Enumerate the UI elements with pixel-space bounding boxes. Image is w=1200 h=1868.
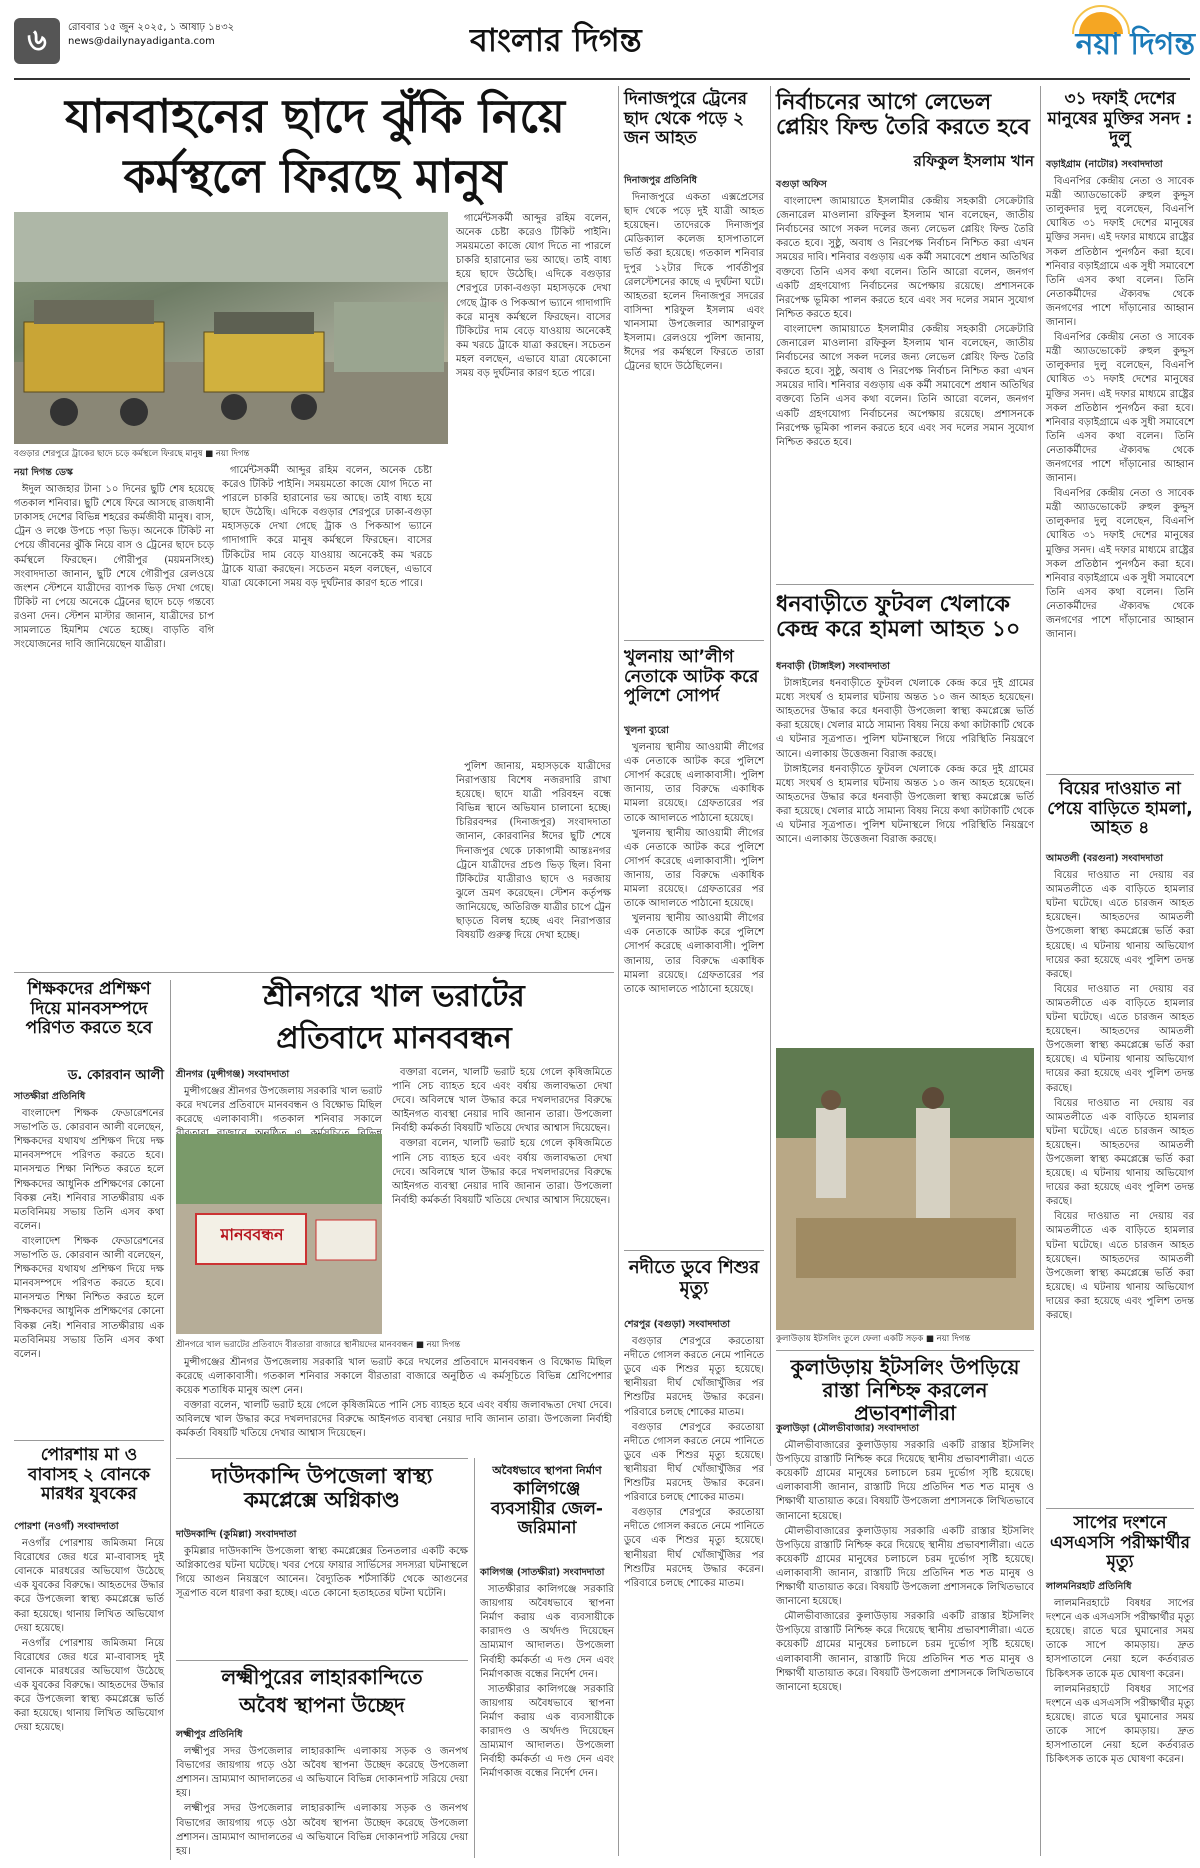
khulna-rule [624,640,764,641]
train-headline: দিনাজপুরে ট্রেনের ছাদ থেকে পড়ে ২ জন আহত [624,89,748,149]
fire-byline: দাউদকান্দি (কুমিল্লা) সংবাদদাতা [176,1529,297,1540]
assault-byline: পোরশা (নওগাঁ) সংবাদদাতা [14,1521,119,1532]
masthead [0,0,1200,86]
snake-body: লালমনিরহাট প্রতিনিধি লালমনিরহাটে বিষধর সাপের দংশনে এক এসএসসি পরীক্ষার্থীর মৃত্যু হয়েছে। রাতে ঘরে ঘুমানোর সময় তাকে সাপে কামড়ায়। দ্রুত হাসপাতালে নেয়া হলে কর্তব্যরত চিকিৎসক তাকে মৃত ঘোষণা করেন। লালমনিরহাটে বিষধর সাপের দংশনে এক এসএসসি পরীক্ষার্থীর মৃত্যু হয়েছে। রাতে ঘরে ঘুমানোর সময় তাকে সাপে কামড়ায়। দ্রুত হাসপাতালে নেয়া হলে কর্তব্যরত চিকিৎসক তাকে মৃত ঘোষণা করেন। [1046,1581,1194,1766]
assault-rule [14,1440,164,1441]
lead-col-2: গার্মেন্টসকর্মী আব্দুর রহিম বলেন, অনেক চেষ্টা করেও টিকিট পাইনি। সময়মতো কাজে যোগ দিতে না পারলে চাকরি হারানোর ভয় আছে। তাই বাধ্য হয়ে ছাদে উঠেছি। এদিকে বগুড়ার শেরপুরে ঢাকা-বগুড়া মহাসড়কে দেখা গেছে ট্রাক ও পিকআপ ভ্যানে গাদাগাদি করে মানুষ কর্মস্থলে ফিরছেন। বাসের টিকিটের দাম বেড়ে যাওয়ায় অনেকেই কম খরচে ট্রাকে যাত্রা করছেন। সচেতন মহল বলছেন, এভাবে যাত্রা যেকোনো সময় বড় দুর্ঘটনার কারণ হতে পারে। [222,465,432,589]
protest-headline-2: প্রতিবাদে মানববন্ধন [276,1021,512,1056]
dulu-body: বড়াইগ্রাম (নাটোর) সংবাদদাতা বিএনপির কেন্দ্রীয় নেতা ও সাবেক মন্ত্রী অ্যাডভোকেট রুহুল কুদ্দুস তালুকদার দুলু বলেছেন, বিএনপি ঘোষিত ৩১ দফাই দেশের মানুষের মুক্তির সনদ। এই দফার মাধ্যমে রাষ্ট্রের সকল প্রতিষ্ঠান পুনর্গঠন করা হবে। শনিবার বড়াইগ্রামে এক সুধী সমাবেশে তিনি এসব কথা বলেন। তিনি নেতাকর্মীদের ঐক্যবদ্ধ থেকে জনগণের পাশে দাঁড়ানোর আহ্বান জানান। বিএনপির কেন্দ্রীয় নেতা ও সাবেক মন্ত্রী অ্যাডভোকেট রুহুল কুদ্দুস তালুকদার দুলু বলেছেন, বিএনপি ঘোষিত ৩১ দফাই দেশের মানুষের মুক্তির সনদ। এই দফার মাধ্যমে রাষ্ট্রের সকল প্রতিষ্ঠান পুনর্গঠন করা হবে। শনিবার বড়াইগ্রামে এক সুধী সমাবেশে তিনি এসব কথা বলেন। তিনি নেতাকর্মীদের ঐক্যবদ্ধ থেকে জনগণের পাশে দাঁড়ানোর আহ্বান জানান। বিএনপির কেন্দ্রীয় নেতা ও সাবেক মন্ত্রী অ্যাডভোকেট রুহুল কুদ্দুস তালুকদার দুলু বলেছেন, বিএনপি ঘোষিত ৩১ দফাই দেশের মানুষের মুক্তির সনদ। এই দফার মাধ্যমে রাষ্ট্রের সকল প্রতিষ্ঠান পুনর্গঠন করা হবে। শনিবার বড়াইগ্রামে এক সুধী সমাবেশে তিনি এসব কথা বলেন। তিনি নেতাকর্মীদের ঐক্যবদ্ধ থেকে জনগণের পাশে দাঁড়ানোর আহ্বান জানান। [1046,159,1194,641]
lead-col-1: নয়া দিগন্ত ডেস্ক ঈদুল আজহার টানা ১০ দিনের ছুটি শেষ হয়েছে গতকাল শনিবার। ছুটি শেষে ফিরে আসছে রাজধানী ঢাকাসহ দেশের বিভিন্ন শহরের কর্মজীবী মানুষ। বাস, ট্রেন ও লঞ্চে উপচে পড়া ভিড়। অনেকে টিকিট না পেয়ে জীবনের ঝুঁকি নিয়ে বাস ও ট্রেনের ছাদে চড়ে কর্মস্থলে ফিরছেন। গৌরীপুর (ময়মনসিংহ) সংবাদদাতা জানান, ছুটি শেষে গৌরীপুর রেলওয়ে জংশন স্টেশনে যাত্রীদের ব্যাপক ভিড় দেখা গেছে। টিকিট না পেয়ে অনেকে ট্রেনের ছাদে চড়ে গন্তব্যে রওনা দেন। স্টেশন মাস্টার জানান, যাত্রীদের চাপ সামলাতে হিমশিম খেতে হচ্ছে। বাড়তি বগি সংযোজনের দাবি জানিয়েছেন যাত্রীরা। [14,467,214,651]
drowning-body: শেরপুর (বগুড়া) সংবাদদাতা বগুড়ার শেরপুরে করতোয়া নদীতে গোসল করতে নেমে পানিতে ডুবে এক শিশুর মৃত্যু হয়েছে। স্থানীয়রা দীর্ঘ খোঁজাখুঁজির পর শিশুটির মরদেহ উদ্ধার করেন। পরিবারে চলছে শোকের মাতম। বগুড়ার শেরপুরে করতোয়া নদীতে গোসল করতে নেমে পানিতে ডুবে এক শিশুর মৃত্যু হয়েছে। স্থানীয়রা দীর্ঘ খোঁজাখুঁজির পর শিশুটির মরদেহ উদ্ধার করেন। পরিবারে চলছে শোকের মাতম। বগুড়ার শেরপুরে করতোয়া নদীতে গোসল করতে নেমে পানিতে ডুবে এক শিশুর মৃত্যু হয়েছে। স্থানীয়রা দীর্ঘ খোঁজাখুঁজির পর শিশুটির মরদেহ উদ্ধার করেন। পরিবারে চলছে শোকের মাতম। [624,1319,764,1589]
newspaper-logo [1005,10,1195,74]
col-rule [1040,86,1041,1856]
snake-byline: লালমনিরহাট প্রতিনিধি [1046,1581,1132,1592]
lead-headline-2: কর্মস্থলে ফিরছে মানুষ [123,149,507,203]
protest-photo-caption: শ্রীনগরে খাল ভরাটের প্রতিবাদে বীরতারা বাজারে স্থানীয়দের মানববন্ধন ■ নয়া দিগন্ত [176,1340,461,1350]
date-line: রোববার ১৫ জুন ২০২৫, ১ আষাঢ় ১৪৩২ [68,22,235,33]
lead-headline-1: যানবাহনের ছাদে ঝুঁকি নিয়ে [65,89,565,143]
col-rule [618,86,619,1856]
level-field-headline: নির্বাচনের আগে লেভেল প্লেয়িং ফিল্ড তৈরি করতে হবে [776,90,1030,141]
khulna-body: খুলনা ব্যুরো খুলনায় স্থানীয় আওয়ামী লীগের এক নেতাকে আটক করে পুলিশে সোপর্দ করেছে এলাকাবাসী। পুলিশ জানায়, তার বিরুদ্ধে একাধিক মামলা রয়েছে। গ্রেফতারের পর তাকে আদালতে পাঠানো হয়েছে। খুলনায় স্থানীয় আওয়ামী লীগের এক নেতাকে আটক করে পুলিশে সোপর্দ করেছে এলাকাবাসী। পুলিশ জানায়, তার বিরুদ্ধে একাধিক মামলা রয়েছে। গ্রেফতারের পর তাকে আদালতে পাঠানো হয়েছে। খুলনায় স্থানীয় আওয়ামী লীগের এক নেতাকে আটক করে পুলিশে সোপর্দ করেছে এলাকাবাসী। পুলিশ জানায়, তার বিরুদ্ধে একাধিক মামলা রয়েছে। গ্রেফতারের পর তাকে আদালতে পাঠানো হয়েছে। [624,725,764,995]
dowry-body: আমতলী (বরগুনা) সংবাদদাতা বিয়ের দাওয়াত না দেয়ায় বর আমতলীতে এক বাড়িতে হামলার ঘটনা ঘটেছে। এতে চারজন আহত হয়েছেন। আহতদের আমতলী উপজেলা স্বাস্থ্য কমপ্লেক্সে ভর্তি করা হয়েছে। এ ঘটনায় থানায় অভিযোগ দায়ের করা হয়েছে এবং পুলিশ তদন্ত করছে। বিয়ের দাওয়াত না দেয়ায় বর আমতলীতে এক বাড়িতে হামলার ঘটনা ঘটেছে। এতে চারজন আহত হয়েছেন। আহতদের আমতলী উপজেলা স্বাস্থ্য কমপ্লেক্সে ভর্তি করা হয়েছে। এ ঘটনায় থানায় অভিযোগ দায়ের করা হয়েছে এবং পুলিশ তদন্ত করছে। বিয়ের দাওয়াত না দেয়ায় বর আমতলীতে এক বাড়িতে হামলার ঘটনা ঘটেছে। এতে চারজন আহত হয়েছেন। আহতদের আমতলী উপজেলা স্বাস্থ্য কমপ্লেক্সে ভর্তি করা হয়েছে। এ ঘটনায় থানায় অভিযোগ দায়ের করা হয়েছে এবং পুলিশ তদন্ত করছে। বিয়ের দাওয়াত না দেয়ায় বর আমতলীতে এক বাড়িতে হামলার ঘটনা ঘটেছে। এতে চারজন আহত হয়েছেন। আহতদের আমতলী উপজেলা স্বাস্থ্য কমপ্লেক্সে ভর্তি করা হয়েছে। এ ঘটনায় থানায় অভিযোগ দায়ের করা হয়েছে এবং পুলিশ তদন্ত করছে। [1046,853,1194,1321]
protest-body-right: বক্তারা বলেন, খালটি ভরাট হয়ে গেলে কৃষিজমিতে পানি সেচ ব্যাহত হবে এবং বর্ষায় জলাবদ্ধতা দেখা দেবে। অবিলম্বে খাল উদ্ধার করে দখলদারদের বিরুদ্ধে আইনগত ব্যবস্থা নেয়ার দাবি জানান তারা। উপজেলা নির্বাহী কর্মকর্তা বিষয়টি খতিয়ে দেখার আশ্বাস দিয়েছেন। বক্তারা বলেন, খালটি ভরাট হয়ে গেলে কৃষিজমিতে পানি সেচ ব্যাহত হবে এবং বর্ষায় জলাবদ্ধতা দেখা দেবে। অবিলম্বে খাল উদ্ধার করে দখলদারদের বিরুদ্ধে আইনগত ব্যবস্থা নেয়ার দাবি জানান তারা। উপজেলা নির্বাহী কর্মকর্তা বিষয়টি খতিয়ে দেখার আশ্বাস দিয়েছেন। [392,1067,612,1206]
teachers-rule [14,972,614,973]
level-field-author: রফিকুল ইসলাম খান [913,152,1034,170]
kaliganj-body: কালিগঞ্জ (সাতক্ষীরা) সংবাদদাতা সাতক্ষীরার কালিগঞ্জে সরকারি জায়গায় অবৈধভাবে স্থাপনা নির্মাণ করায় এক ব্যবসায়ীকে কারাদণ্ড ও অর্থদণ্ড দিয়েছেন ভ্রাম্যমাণ আদালত। উপজেলা নির্বাহী কর্মকর্তা এ দণ্ড দেন এবং নির্মাণকাজ বন্ধের নির্দেশ দেন। সাতক্ষীরার কালিগঞ্জে সরকারি জায়গায় অবৈধভাবে স্থাপনা নির্মাণ করায় এক ব্যবসায়ীকে কারাদণ্ড ও অর্থদণ্ড দিয়েছেন ভ্রাম্যমাণ আদালত। উপজেলা নির্বাহী কর্মকর্তা এ দণ্ড দেন এবং নির্মাণকাজ বন্ধের নির্দেশ দেন। [480,1567,614,1780]
drowning-byline: শেরপুর (বগুড়া) সংবাদদাতা [624,1319,730,1330]
lakshmipur-rule [176,1660,468,1661]
masthead-rule [14,78,1190,80]
lead-photo-caption: বগুড়ার শেরপুরে ট্রাকের ছাদে চড়ে কর্মস্থলে ফিরছে মানুষ ■ নয়া দিগন্ত [14,449,250,459]
dulu-byline: বড়াইগ্রাম (নাটোর) সংবাদদাতা [1046,159,1163,170]
kaliganj-headline: কালিগঞ্জে ব্যবসায়ীর জেল-জরিমানা [491,1479,603,1539]
protest-body-left: শ্রীনগর (মুন্সীগঞ্জ) সংবাদদাতা মুন্সীগঞ্জের শ্রীনগর উপজেলায় সরকারি খাল ভরাট করে দখলের প্রতিবাদে মানববন্ধন ও বিক্ষোভ মিছিল করেছে এলাকাবাসী। গতকাল শনিবার সকালে [176,1069,382,1126]
snake-headline: সাপের দংশনে এসএসসি পরীক্ষার্থীর মৃত্যু [1049,1513,1191,1573]
train-byline: দিনাজপুর প্রতিনিধি [624,175,697,186]
kulaura-body: কুলাউড়া (মৌলভীবাজার) সংবাদদাতা মৌলভীবাজারের কুলাউড়ায় সরকারি একটি রাস্তার ইটসলিং উপড়িয়ে রাস্তাটি নিশ্চিহ্ন করে দিয়েছে স্থানীয় প্রভাবশালীরা। এতে কয়েকটি গ্রামের মানুষের চলাচলে চরম দুর্ভোগ সৃষ্টি হয়েছে। এলাকাবাসী জানান, রাস্তাটি দিয়ে প্রতিদিন শত শত মানুষ ও শিক্ষার্থী যাতায়াত করে। বিষয়টি উপজেলা প্রশাসনকে লিখিতভাবে জানানো হয়েছে। মৌলভীবাজারের কুলাউড়ায় সরকারি একটি রাস্তার ইটসলিং উপড়িয়ে রাস্তাটি নিশ্চিহ্ন করে দিয়েছে স্থানীয় প্রভাবশালীরা। এতে কয়েকটি গ্রামের মানুষের চলাচলে চরম দুর্ভোগ সৃষ্টি হয়েছে। এলাকাবাসী জানান, রাস্তাটি দিয়ে প্রতিদিন শত শত মানুষ ও শিক্ষার্থী যাতায়াত করে। বিষয়টি উপজেলা প্রশাসনকে লিখিতভাবে জানানো হয়েছে। মৌলভীবাজারের কুলাউড়ায় সরকারি একটি রাস্তার ইটসলিং উপড়িয়ে রাস্তাটি নিশ্চিহ্ন করে দিয়েছে স্থানীয় প্রভাবশালীরা। এতে কয়েকটি গ্রামের মানুষের চলাচলে চরম দুর্ভোগ সৃষ্টি হয়েছে। এলাকাবাসী জানান, রাস্তাটি দিয়ে প্রতিদিন শত শত মানুষ ও শিক্ষার্থী যাতায়াত করে। বিষয়টি উপজেলা প্রশাসনকে লিখিতভাবে জানানো হয়েছে। [776,1423,1034,1693]
col-rule [170,980,171,1860]
level-field-body: বগুড়া অফিস বাংলাদেশ জামায়াতে ইসলামীর কেন্দ্রীয় সহকারী সেক্রেটারি জেনারেল মাওলানা রফিকুল ইসলাম খান বলেছেন, জাতীয় নির্বাচনের আগে সকল দলের জন্য লেভেল প্লেয়িং ফিল্ড তৈরি করতে হবে। সুষ্ঠু, অবাধ ও নিরপেক্ষ নির্বাচন নিশ্চিত করা এখন সময়ের দাবি। শনিবার বগুড়ায় এক কর্মী সমাবেশে প্রধান অতিথির বক্তব্যে তিনি এসব কথা বলেন। তিনি আরো বলেন, জনগণ একটি গ্রহণযোগ্য নির্বাচনের অপেক্ষায় রয়েছে। প্রশাসনকে নিরপেক্ষ ভূমিকা পালন করতে হবে এবং সব দলের সমান সুযোগ নিশ্চিত করতে হবে। বাংলাদেশ জামায়াতে ইসলামীর কেন্দ্রীয় সহকারী সেক্রেটারি জেনারেল মাওলানা রফিকুল ইসলাম খান বলেছেন, জাতীয় নির্বাচনের আগে সকল দলের জন্য লেভেল প্লেয়িং ফিল্ড তৈরি করতে হবে। সুষ্ঠু, অবাধ ও নিরপেক্ষ নির্বাচন নিশ্চিত করা এখন সময়ের দাবি। শনিবার বগুড়ায় এক কর্মী সমাবেশে প্রধান অতিথির বক্তব্যে তিনি এসব কথা বলেন। তিনি আরো বলেন, জনগণ একটি গ্রহণযোগ্য নির্বাচনের অপেক্ষায় রয়েছে। প্রশাসনকে নিরপেক্ষ ভূমিকা পালন করতে হবে এবং সব দলের সমান সুযোগ নিশ্চিত করতে হবে। [776,179,1034,448]
assault-headline: পোরশায় মা ও বাবাসহ ২ বোনকে মারধর যুবকের [28,1445,150,1505]
football-rule [776,584,1034,585]
col-rule [474,1458,475,1858]
lead-col-4: পুলিশ জানায়, মহাসড়কে যাত্রীদের নিরাপত্তায় বিশেষ নজরদারি রাখা হয়েছে। ছাদে যাত্রী পরিবহন বন্ধে বিভিন্ন স্থানে অভিযান চালানো হচ্ছে। চিরিরবন্দর (দিনাজপুর) সংবাদদাতা জানান, কোরবানির ঈদের ছুটি শেষে দিনাজপুর থেকে ঢাকাগামী আন্তঃনগর ট্রেনে যাত্রীদের প্রচণ্ড ভিড় ছিল। বিনা টিকিটের যাত্রীরাও ছাদে ও দরজায় ঝুলে ভ্রমণ করেছেন। স্টেশন কর্তৃপক্ষ জানিয়েছে, অতিরিক্ত যাত্রীর চাপে ট্রেন ছাড়তে বিলম্ব হচ্ছে এবং নিরাপত্তার বিষয়টি গুরুত্ব দিয়ে দেখা হচ্ছে। [456,761,611,942]
lead-byline: নয়া দিগন্ত ডেস্ক [14,467,73,478]
teachers-body: সাতক্ষীরা প্রতিনিধি বাংলাদেশ শিক্ষক ফেডারেশনের সভাপতি ড. কোরবান আলী বলেছেন, শিক্ষকদের যথাযথ প্রশিক্ষণ দিয়ে দক্ষ মানবসম্পদে পরিণত করতে হবে। মানসম্মত শিক্ষা নিশ্চিত করতে হলে শিক্ষকদের আধুনিক প্রশিক্ষণের কোনো বিকল্প নেই। শনিবার সাতক্ষীরায় এক মতবিনিময় সভায় তিনি এসব কথা বলেন। বাংলাদেশ শিক্ষক ফেডারেশনের সভাপতি ড. কোরবান আলী বলেছেন, শিক্ষকদের যথাযথ প্রশিক্ষণ দিয়ে দক্ষ মানবসম্পদে পরিণত করতে হবে। মানসম্মত শিক্ষা নিশ্চিত করতে হলে শিক্ষকদের আধুনিক প্রশিক্ষণের কোনো বিকল্প নেই। শনিবার সাতক্ষীরায় এক মতবিনিময় সভায় তিনি এসব কথা বলেন। [14,1091,164,1360]
assault-body: পোরশা (নওগাঁ) সংবাদদাতা নওগাঁর পোরশায় জমিজমা নিয়ে বিরোধের জের ধরে মা-বাবাসহ দুই বোনকে মারধরের অভিযোগ উঠেছে এক যুবকের বিরুদ্ধে। আহতদের উদ্ধার করে উপজেলা স্বাস্থ্য কমপ্লেক্সে ভর্তি করা হয়েছে। থানায় লিখিত অভিযোগ দেয়া হয়েছে। নওগাঁর পোরশায় জমিজমা নিয়ে বিরোধের জের ধরে মা-বাবাসহ দুই বোনকে মারধরের অভিযোগ উঠেছে এক যুবকের বিরুদ্ধে। আহতদের উদ্ধার করে উপজেলা স্বাস্থ্য কমপ্লেক্সে ভর্তি করা হয়েছে। থানায় লিখিত অভিযোগ দেয়া হয়েছে। [14,1521,164,1734]
snake-rule [1046,1508,1194,1509]
kulaura-headline: কুলাউড়ায় ইটসলিং উপড়িয়ে রাস্তা নিশ্চিহ্ন করলেন প্রভাবশালীরা [790,1355,1020,1425]
col-rule [770,86,771,1466]
teachers-headline: শিক্ষকদের প্রশিক্ষণ দিয়ে মানবসম্পদে পরিণত করতে হবে [25,979,153,1039]
kulaura-photo-scene [776,1048,1034,1330]
dowry-headline: বিয়ের দাওয়াত না পেয়ে বাড়িতে হামলা, আহত ৪ [1047,779,1193,839]
protest-headline-1: শ্রীনগরে খাল ভরাটের [263,979,525,1014]
teachers-author: ড. কোরবান আলী [67,1068,164,1083]
kulaura-photo [776,1048,1034,1330]
lakshmipur-body: লক্ষ্মীপুর প্রতিনিধি লক্ষ্মীপুর সদর উপজেলার লাহারকান্দি এলাকায় সড়ক ও জনপথ বিভাগের জায়গায় গড়ে ওঠা অবৈধ স্থাপনা উচ্ছেদ করেছে উপজেলা প্রশাসন। ভ্রাম্যমাণ আদালতের এ অভিযানে বিভিন্ন দোকানপাট সরিয়ে দেয়া হয়। লক্ষ্মীপুর সদর উপজেলার লাহারকান্দি এলাকায় সড়ক ও জনপথ বিভাগের জায়গায় গড়ে ওঠা অবৈধ স্থাপনা উচ্ছেদ করেছে উপজেলা প্রশাসন। ভ্রাম্যমাণ আদালতের এ অভিযানে বিভিন্ন দোকানপাট সরিয়ে দেয়া হয়। [176,1729,468,1857]
dulu-headline: ৩১ দফাই দেশের মানুষের মুক্তির সনদ : দুলু [1047,89,1193,149]
dowry-byline: আমতলী (বরগুনা) সংবাদদাতা [1046,853,1163,864]
page-number-badge [14,18,60,64]
teachers-byline: সাতক্ষীরা প্রতিনিধি [14,1091,86,1102]
protest-banner-text: মানববন্ধন [220,1225,284,1244]
protest-photo [176,1134,382,1334]
level-field-byline: বগুড়া অফিস [776,179,827,190]
section-title: বাংলার দিগন্ত [470,21,642,59]
kulaura-rule [776,1350,1034,1351]
lead-col-3: গার্মেন্টসকর্মী আব্দুর রহিম বলেন, অনেক চেষ্টা করেও টিকিট পাইনি। সময়মতো কাজে যোগ দিতে না পারলে চাকরি হারানোর ভয় আছে। তাই বাধ্য হয়ে ছাদে উঠেছি। এদিকে বগুড়ার শেরপুরে ঢাকা-বগুড়া মহাসড়কে দেখা গেছে ট্রাক ও পিকআপ ভ্যানে গাদাগাদি করে মানুষ কর্মস্থলে ফিরছেন। বাসের টিকিটের দাম বেড়ে যাওয়ায় অনেকেই কম খরচে ট্রাকে যাত্রা করছেন। সচেতন মহল বলছেন, এভাবে যাত্রা যেকোনো সময় বড় দুর্ঘটনার কারণ হতে পারে। [456,213,611,380]
lakshmipur-headline-1: লক্ষ্মীপুরের লাহারকান্দিতে [221,1665,423,1689]
lakshmipur-byline: লক্ষ্মীপুর প্রতিনিধি [176,1729,243,1740]
logo-text: নয়া দিগন্ত [1075,27,1195,62]
football-headline: ধনবাড়ীতে ফুটবল খেলাকে কেন্দ্র করে হামলা আহত ১০ [776,592,1021,643]
protest-body-bottom: মুন্সীগঞ্জের শ্রীনগর উপজেলায় সরকারি খাল ভরাট করে দখলের প্রতিবাদে মানববন্ধন ও বিক্ষোভ মিছিল করেছে এলাকাবাসী। গতকাল শনিবার সকালে বীরতারা বাজারে অনুষ্ঠিত এ কর্মসূচিতে বিভিন্ন শ্রেণিপেশার কয়েক শতাধিক মানুষ অংশ নেন। বক্তারা বলেন, খালটি ভরাট হয়ে গেলে কৃষিজমিতে পানি সেচ ব্যাহত হবে এবং বর্ষায় জলাবদ্ধতা দেখা দেবে। অবিলম্বে খাল উদ্ধার করে দখলদারদের বিরুদ্ধে আইনগত ব্যবস্থা নেয়ার দাবি জানান তারা। উপজেলা নির্বাহী কর্মকর্তা বিষয়টি খতিয়ে দেখার আশ্বাস দিয়েছেন। [176,1357,612,1440]
fire-headline: দাউদকান্দি উপজেলা স্বাস্থ্য কমপ্লেক্সে অগ্নিকাণ্ড [211,1464,433,1513]
email-link[interactable]: news@dailynayadiganta.com [68,36,215,47]
protest-byline: শ্রীনগর (মুন্সীগঞ্জ) সংবাদদাতা [176,1069,290,1080]
khulna-byline: খুলনা ব্যুরো [624,725,669,736]
kaliganj-byline: কালিগঞ্জ (সাতক্ষীরা) সংবাদদাতা [480,1567,605,1578]
kaliganj-kicker: অবৈধভাবে স্থাপনা নির্মাণ [492,1464,602,1477]
drowning-headline: নদীতে ডুবে শিশুর মৃত্যু [628,1257,760,1299]
lakshmipur-headline-2: অবৈধ স্থাপনা উচ্ছেদ [239,1693,405,1717]
football-body: ধনবাড়ী (টাঙ্গাইল) সংবাদদাতা টাঙ্গাইলের ধনবাড়ীতে ফুটবল খেলাকে কেন্দ্র করে দুই গ্রামের মধ্যে সংঘর্ষ ও হামলার ঘটনায় অন্তত ১০ জন আহত হয়েছেন। আহতদের উদ্ধার করে ধনবাড়ী উপজেলা স্বাস্থ্য কমপ্লেক্সে ভর্তি করা হয়েছে। খেলার মাঠে সামান্য বিষয় নিয়ে কথা কাটাকাটি থেকে এ ঘটনার সূত্রপাত। পুলিশ ঘটনাস্থলে গিয়ে পরিস্থিতি নিয়ন্ত্রণে আনে। এলাকায় উত্তেজনা বিরাজ করছে। টাঙ্গাইলের ধনবাড়ীতে ফুটবল খেলাকে কেন্দ্র করে দুই গ্রামের মধ্যে সংঘর্ষ ও হামলার ঘটনায় অন্তত ১০ জন আহত হয়েছেন। আহতদের উদ্ধার করে ধনবাড়ী উপজেলা স্বাস্থ্য কমপ্লেক্সে ভর্তি করা হয়েছে। খেলার মাঠে সামান্য বিষয় নিয়ে কথা কাটাকাটি থেকে এ ঘটনার সূত্রপাত। পুলিশ ঘটনাস্থলে গিয়ে পরিস্থিতি নিয়ন্ত্রণে আনে। এলাকায় উত্তেজনা বিরাজ করছে। [776,661,1034,846]
fire-rule [176,1458,468,1459]
football-byline: ধনবাড়ী (টাঙ্গাইল) সংবাদদাতা [776,661,890,672]
fire-body: দাউদকান্দি (কুমিল্লা) সংবাদদাতা কুমিল্লার দাউদকান্দি উপজেলা স্বাস্থ্য কমপ্লেক্সের তিনতলার একটি কক্ষে অগ্নিকাণ্ডের ঘটনা ঘটেছে। খবর পেয়ে ফায়ার সার্ভিসের সদস্যরা ঘটনাস্থলে গিয়ে আগুন নিয়ন্ত্রণে আনেন। বৈদ্যুতিক শর্টসার্কিট থেকে আগুনের সূত্রপাত বলে ধারণা করা হচ্ছে। এতে কোনো হতাহতের ঘটনা ঘটেনি। [176,1529,468,1600]
train-body: দিনাজপুর প্রতিনিধি দিনাজপুরে একতা এক্সপ্রেসের ছাদ থেকে পড়ে দুই যাত্রী আহত হয়েছেন। তাদেরকে দিনাজপুর মেডিক্যাল কলেজ হাসপাতালে ভর্তি করা হয়েছে। গতকাল শনিবার দুপুর ১২টার দিকে পার্বতীপুর রেলস্টেশনের কাছে এ দুর্ঘটনা ঘটে। আহতরা হলেন দিনাজপুর সদরের বাসিন্দা শরিফুল ইসলাম এবং খানসামা উপজেলার আশরাফুল ইসলাম। রেলওয়ে পুলিশ জানায়, ঈদের পর কর্মস্থলে ফিরতে তারা ট্রেনের ছাদে উঠেছিলেন। [624,175,764,373]
page-number: ৬ [27,23,47,58]
lead-photo [14,212,448,444]
khulna-headline: খুলনায় আ’লীগ নেতাকে আটক করে পুলিশে সোপর্দ [624,647,759,707]
kulaura-byline: কুলাউড়া (মৌলভীবাজার) সংবাদদাতা [776,1423,919,1434]
lead-photo-scene [14,212,448,444]
drowning-rule [624,1250,764,1251]
dowry-rule [1046,774,1194,775]
kulaura-photo-caption: কুলাউড়ায় ইটসলিং তুলে ফেলা একটি সড়ক ■ নয়া দিগন্ত [776,1334,971,1344]
